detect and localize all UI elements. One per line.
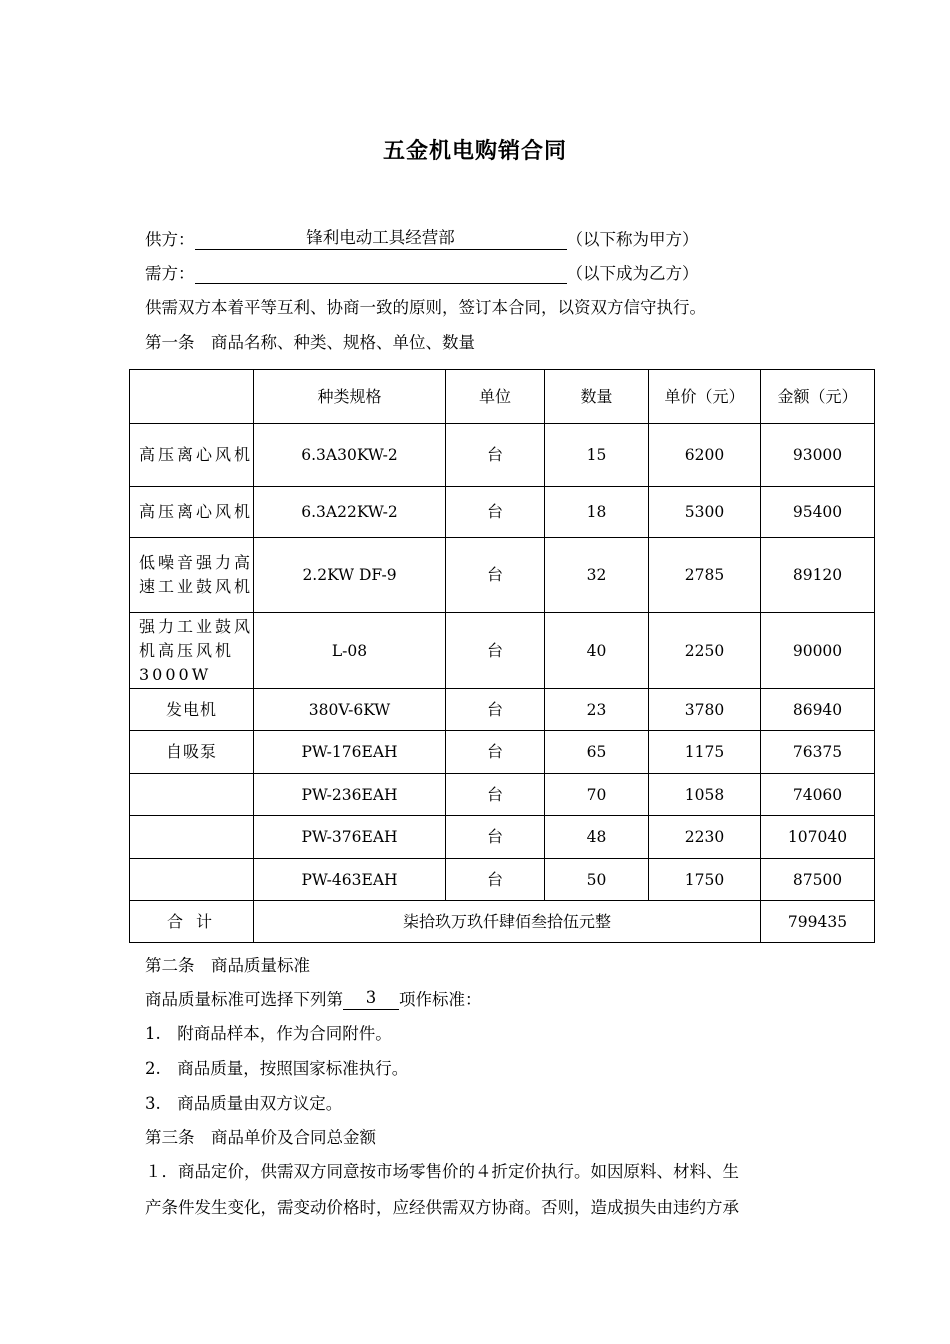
product-amount: 89120 bbox=[761, 538, 875, 613]
product-qty: 70 bbox=[545, 774, 649, 816]
table-row bbox=[130, 613, 875, 689]
product-name: 高压离心风机 bbox=[130, 487, 254, 538]
document-title: 五金机电购销合同 bbox=[382, 139, 567, 164]
product-unit: 台 bbox=[446, 816, 545, 859]
article-1-heading: 第一条 商品名称、种类、规格、单位、数量 bbox=[145, 333, 475, 352]
product-unit: 台 bbox=[446, 731, 545, 774]
quality-item: 1. 附商品样本，作为合同附件。 bbox=[145, 1024, 392, 1043]
product-price: 1058 bbox=[649, 774, 761, 816]
product-name: 发电机 bbox=[130, 689, 254, 731]
buyer-line bbox=[145, 260, 699, 284]
product-amount: 90000 bbox=[761, 613, 875, 689]
product-unit: 台 bbox=[446, 424, 545, 487]
product-price: 2230 bbox=[649, 816, 761, 859]
buyer-name bbox=[195, 261, 567, 284]
product-unit: 台 bbox=[446, 613, 545, 689]
product-qty: 18 bbox=[545, 487, 649, 538]
table-row bbox=[130, 689, 875, 731]
product-spec: PW-463EAH bbox=[254, 859, 446, 901]
supplier-line bbox=[145, 226, 699, 250]
product-spec: 6.3A30KW-2 bbox=[254, 424, 446, 487]
product-qty: 23 bbox=[545, 689, 649, 731]
table-row bbox=[130, 774, 875, 816]
product-unit: 台 bbox=[446, 487, 545, 538]
product-amount: 93000 bbox=[761, 424, 875, 487]
header-cell: 单位 bbox=[446, 370, 545, 424]
buyer-suffix: （以下成为乙方） bbox=[566, 264, 699, 283]
product-name: 高压离心风机 bbox=[130, 424, 254, 487]
product-price: 6200 bbox=[649, 424, 761, 487]
table-row bbox=[130, 859, 875, 901]
buyer-label: 需方： bbox=[145, 264, 195, 283]
product-unit: 台 bbox=[446, 538, 545, 613]
product-name: 强力工业鼓风机高压风机3000W bbox=[130, 613, 254, 689]
product-qty: 32 bbox=[545, 538, 649, 613]
quality-prefix: 商品质量标准可选择下列第 bbox=[145, 990, 343, 1009]
pricing-paragraph-line: １．商品定价，供需双方同意按市场零售价的４折定价执行。如因原料、材料、生 bbox=[145, 1162, 739, 1181]
quality-suffix: 项作标准： bbox=[399, 990, 482, 1009]
article-2-heading: 第二条 商品质量标准 bbox=[145, 956, 310, 975]
total-amount: 799435 bbox=[761, 901, 875, 943]
product-spec: 2.2KW DF-9 bbox=[254, 538, 446, 613]
product-amount: 74060 bbox=[761, 774, 875, 816]
quality-item: 2. 商品质量，按照国家标准执行。 bbox=[145, 1059, 409, 1078]
product-qty: 48 bbox=[545, 816, 649, 859]
table-total-row bbox=[130, 901, 875, 943]
intro-paragraph: 供需双方本着平等互利、协商一致的原则，签订本合同，以资双方信守执行。 bbox=[145, 298, 706, 317]
header-cell: 数量 bbox=[545, 370, 649, 424]
product-spec: PW-176EAH bbox=[254, 731, 446, 774]
total-amount-words: 柒拾玖万玖仟肆佰叁拾伍元整 bbox=[254, 901, 761, 943]
product-qty: 65 bbox=[545, 731, 649, 774]
product-spec: PW-236EAH bbox=[254, 774, 446, 816]
article-3-heading: 第三条 商品单价及合同总金额 bbox=[145, 1128, 376, 1147]
supplier-label: 供方： bbox=[145, 230, 195, 249]
product-amount: 95400 bbox=[761, 487, 875, 538]
table-row bbox=[130, 487, 875, 538]
goods-table bbox=[129, 369, 875, 943]
header-cell: 单价（元） bbox=[649, 370, 761, 424]
product-name bbox=[130, 859, 254, 901]
product-amount: 107040 bbox=[761, 816, 875, 859]
pricing-paragraph-line: 产条件发生变化，需变动价格时，应经供需双方协商。否则，造成损失由违约方承 bbox=[145, 1198, 739, 1217]
product-name bbox=[130, 774, 254, 816]
product-spec: 6.3A22KW-2 bbox=[254, 487, 446, 538]
product-price: 2785 bbox=[649, 538, 761, 613]
product-name: 低噪音强力高速工业鼓风机 bbox=[130, 538, 254, 613]
product-unit: 台 bbox=[446, 689, 545, 731]
product-name bbox=[130, 816, 254, 859]
total-label: 合 计 bbox=[130, 901, 254, 943]
product-unit: 台 bbox=[446, 774, 545, 816]
table-row bbox=[130, 816, 875, 859]
table-row bbox=[130, 538, 875, 613]
product-price: 5300 bbox=[649, 487, 761, 538]
header-cell: 种类规格 bbox=[254, 370, 446, 424]
product-amount: 76375 bbox=[761, 731, 875, 774]
product-qty: 50 bbox=[545, 859, 649, 901]
table-row bbox=[130, 731, 875, 774]
header-cell bbox=[130, 370, 254, 424]
header-cell: 金额（元） bbox=[761, 370, 875, 424]
product-spec: PW-376EAH bbox=[254, 816, 446, 859]
product-unit: 台 bbox=[446, 859, 545, 901]
product-price: 1175 bbox=[649, 731, 761, 774]
supplier-suffix: （以下称为甲方） bbox=[566, 230, 699, 249]
product-spec: L-08 bbox=[254, 613, 446, 689]
quality-choice: 3 bbox=[343, 987, 399, 1010]
product-name: 自吸泵 bbox=[130, 731, 254, 774]
quality-item: 3. 商品质量由双方议定。 bbox=[145, 1094, 343, 1113]
product-qty: 40 bbox=[545, 613, 649, 689]
product-qty: 15 bbox=[545, 424, 649, 487]
product-price: 3780 bbox=[649, 689, 761, 731]
product-amount: 86940 bbox=[761, 689, 875, 731]
table-row bbox=[130, 424, 875, 487]
product-price: 1750 bbox=[649, 859, 761, 901]
table-header-row bbox=[130, 370, 875, 424]
product-price: 2250 bbox=[649, 613, 761, 689]
supplier-name: 锋利电动工具经营部 bbox=[195, 227, 567, 250]
quality-standard-line bbox=[145, 986, 482, 1010]
product-amount: 87500 bbox=[761, 859, 875, 901]
product-spec: 380V-6KW bbox=[254, 689, 446, 731]
